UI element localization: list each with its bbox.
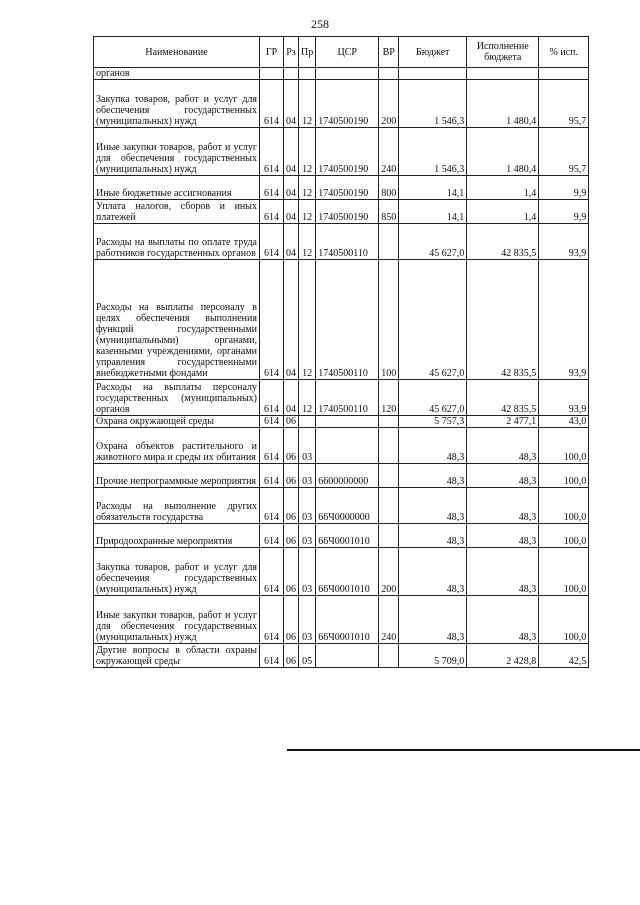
cell-name: Охрана объектов растительного и животного мира и среды их обитания [94,428,260,464]
table-row [94,464,589,488]
cell-percent: 93,9 [539,224,589,260]
cell-vr [379,428,399,464]
cell-percent [539,68,589,80]
header-name: Наименование [94,37,260,68]
cell-pr: 03 [299,596,316,644]
cell-execution: 48,3 [467,524,539,548]
cell-gr: 614 [260,464,284,488]
cell-execution: 48,3 [467,548,539,596]
cell-name: органов [94,68,260,80]
cell-budget: 48,3 [399,524,467,548]
cell-budget: 48,3 [399,428,467,464]
cell-csr: 1740500190 [316,200,379,224]
table-row [94,200,589,224]
cell-budget: 45 627,0 [399,260,467,380]
cell-vr: 240 [379,596,399,644]
cell-execution: 2 428,8 [467,644,539,668]
cell-csr [316,644,379,668]
cell-vr: 200 [379,548,399,596]
cell-csr: 1740500190 [316,176,379,200]
cell-percent: 93,9 [539,260,589,380]
cell-rz: 06 [284,464,299,488]
cell-budget: 5 709,0 [399,644,467,668]
cell-name: Охрана окружающей среды [94,416,260,428]
cell-execution: 48,3 [467,488,539,524]
header-budget: Бюджет [399,37,467,68]
cell-budget: 14,1 [399,200,467,224]
cell-gr: 614 [260,128,284,176]
cell-pr: 12 [299,224,316,260]
cell-budget [399,68,467,80]
header-vr: ВР [379,37,399,68]
cell-name: Закупка товаров, работ и услуг для обеспечения государственных (муниципальных) нужд [94,548,260,596]
cell-pr: 03 [299,464,316,488]
cell-csr [316,416,379,428]
cell-percent: 93,9 [539,380,589,416]
cell-gr: 614 [260,488,284,524]
cell-csr: 1740500190 [316,80,379,128]
cell-rz: 06 [284,524,299,548]
cell-name: Прочие непрограммные мероприятия [94,464,260,488]
cell-percent: 100,0 [539,524,589,548]
cell-name: Иные закупки товаров, работ и услуг для обеспечения государственных (муниципальных) нужд [94,128,260,176]
cell-execution: 42 835,5 [467,380,539,416]
table-row [94,128,589,176]
cell-rz: 06 [284,644,299,668]
header-rz: Рз [284,37,299,68]
cell-rz: 04 [284,176,299,200]
cell-pr: 12 [299,380,316,416]
cell-name: Иные бюджетные ассигнования [94,176,260,200]
cell-execution: 1,4 [467,200,539,224]
cell-csr: 66Ч0001010 [316,524,379,548]
cell-pr: 12 [299,176,316,200]
cell-execution [467,68,539,80]
header-gr: ГР [260,37,284,68]
page-number: 258 [311,17,329,31]
cell-csr: 1740500190 [316,128,379,176]
cell-pr: 03 [299,548,316,596]
cell-name: Расходы на выплаты персоналу государственных (муниципальных) органов [94,380,260,416]
cell-vr: 120 [379,380,399,416]
cell-budget: 45 627,0 [399,380,467,416]
table-row [94,80,589,128]
cell-budget: 48,3 [399,596,467,644]
table-row [94,224,589,260]
cell-gr: 614 [260,80,284,128]
cell-gr: 614 [260,524,284,548]
table-row [94,68,589,80]
cell-pr: 12 [299,200,316,224]
cell-gr: 614 [260,176,284,200]
cell-name: Закупка товаров, работ и услуг для обеспечения государственных (муниципальных) нужд [94,80,260,128]
cell-gr: 614 [260,428,284,464]
cell-pr: 03 [299,524,316,548]
cell-gr: 614 [260,644,284,668]
cell-budget: 14,1 [399,176,467,200]
header-pr: Пр [299,37,316,68]
cell-pr: 12 [299,80,316,128]
cell-rz: 06 [284,596,299,644]
cell-rz: 04 [284,128,299,176]
cell-name: Уплата налогов, сборов и иных платежей [94,200,260,224]
cell-budget: 1 546,3 [399,128,467,176]
header-execution: Исполнение бюджета [467,37,539,68]
cell-rz [284,68,299,80]
cell-budget: 1 546,3 [399,80,467,128]
cell-pr: 03 [299,488,316,524]
table-body [94,68,589,668]
cell-rz: 06 [284,428,299,464]
cell-execution: 48,3 [467,428,539,464]
table-row [94,524,589,548]
cell-name: Расходы на выплаты по оплате труда работников государственных органов [94,224,260,260]
cell-percent: 43,0 [539,416,589,428]
cell-percent: 9,9 [539,176,589,200]
cell-percent: 95,7 [539,128,589,176]
table-row [94,260,589,380]
cell-pr: 12 [299,128,316,176]
cell-csr: 66Ч0000000 [316,488,379,524]
cell-budget: 48,3 [399,488,467,524]
cell-gr [260,68,284,80]
cell-percent: 42,5 [539,644,589,668]
cell-vr: 800 [379,176,399,200]
cell-name: Расходы на выполнение других обязательств государства [94,488,260,524]
cell-rz: 04 [284,200,299,224]
cell-csr: 66Ч0001010 [316,596,379,644]
cell-execution: 48,3 [467,464,539,488]
budget-table [93,36,589,668]
cell-budget: 48,3 [399,548,467,596]
header-csr: ЦСР [316,37,379,68]
cell-csr: 1740500110 [316,224,379,260]
cell-execution: 48,3 [467,596,539,644]
table-row [94,380,589,416]
cell-csr [316,428,379,464]
cell-vr: 850 [379,200,399,224]
cell-csr: 66Ч0001010 [316,548,379,596]
cell-budget: 48,3 [399,464,467,488]
cell-vr [379,224,399,260]
table-header-row [94,37,589,68]
cell-rz: 06 [284,548,299,596]
cell-rz: 06 [284,488,299,524]
cell-vr [379,416,399,428]
table-row [94,644,589,668]
cell-execution: 1 480,4 [467,128,539,176]
cell-gr: 614 [260,224,284,260]
bottom-rule [287,749,640,751]
cell-execution: 1,4 [467,176,539,200]
cell-rz: 04 [284,380,299,416]
cell-vr: 240 [379,128,399,176]
cell-budget: 45 627,0 [399,224,467,260]
header-percent: % исп. [539,37,589,68]
cell-gr: 614 [260,260,284,380]
cell-percent: 100,0 [539,488,589,524]
cell-pr [299,68,316,80]
cell-vr [379,464,399,488]
cell-execution: 42 835,5 [467,260,539,380]
cell-name: Иные закупки товаров, работ и услуг для обеспечения государственных (муниципальных) нужд [94,596,260,644]
cell-gr: 614 [260,416,284,428]
table-row [94,548,589,596]
cell-percent: 95,7 [539,80,589,128]
table-row [94,176,589,200]
cell-percent: 9,9 [539,200,589,224]
cell-percent: 100,0 [539,464,589,488]
cell-percent: 100,0 [539,548,589,596]
table-row [94,416,589,428]
cell-execution: 42 835,5 [467,224,539,260]
cell-gr: 614 [260,200,284,224]
cell-vr [379,488,399,524]
cell-budget: 5 757,3 [399,416,467,428]
cell-percent: 100,0 [539,428,589,464]
cell-vr [379,68,399,80]
cell-name: Природоохранные мероприятия [94,524,260,548]
cell-pr: 03 [299,428,316,464]
cell-rz: 04 [284,80,299,128]
cell-vr [379,644,399,668]
cell-pr [299,416,316,428]
cell-rz: 04 [284,260,299,380]
cell-percent: 100,0 [539,596,589,644]
cell-csr: 1740500110 [316,380,379,416]
cell-vr: 200 [379,80,399,128]
cell-rz: 06 [284,416,299,428]
cell-gr: 614 [260,380,284,416]
cell-vr: 100 [379,260,399,380]
cell-name: Расходы на выплаты персоналу в целях обеспечения выполнения функций государственными (муниципальными) органами, казенными учреждениями, органами управления государственными внебюджетными фондами [94,260,260,380]
table-row [94,428,589,464]
cell-csr: 1740500110 [316,260,379,380]
cell-csr [316,68,379,80]
cell-execution: 1 480,4 [467,80,539,128]
cell-execution: 2 477,1 [467,416,539,428]
table-row [94,596,589,644]
cell-vr [379,524,399,548]
cell-pr: 12 [299,260,316,380]
cell-gr: 614 [260,596,284,644]
cell-csr: 6600000000 [316,464,379,488]
cell-pr: 05 [299,644,316,668]
cell-rz: 04 [284,224,299,260]
table-row [94,488,589,524]
cell-gr: 614 [260,548,284,596]
cell-name: Другие вопросы в области охраны окружающей среды [94,644,260,668]
